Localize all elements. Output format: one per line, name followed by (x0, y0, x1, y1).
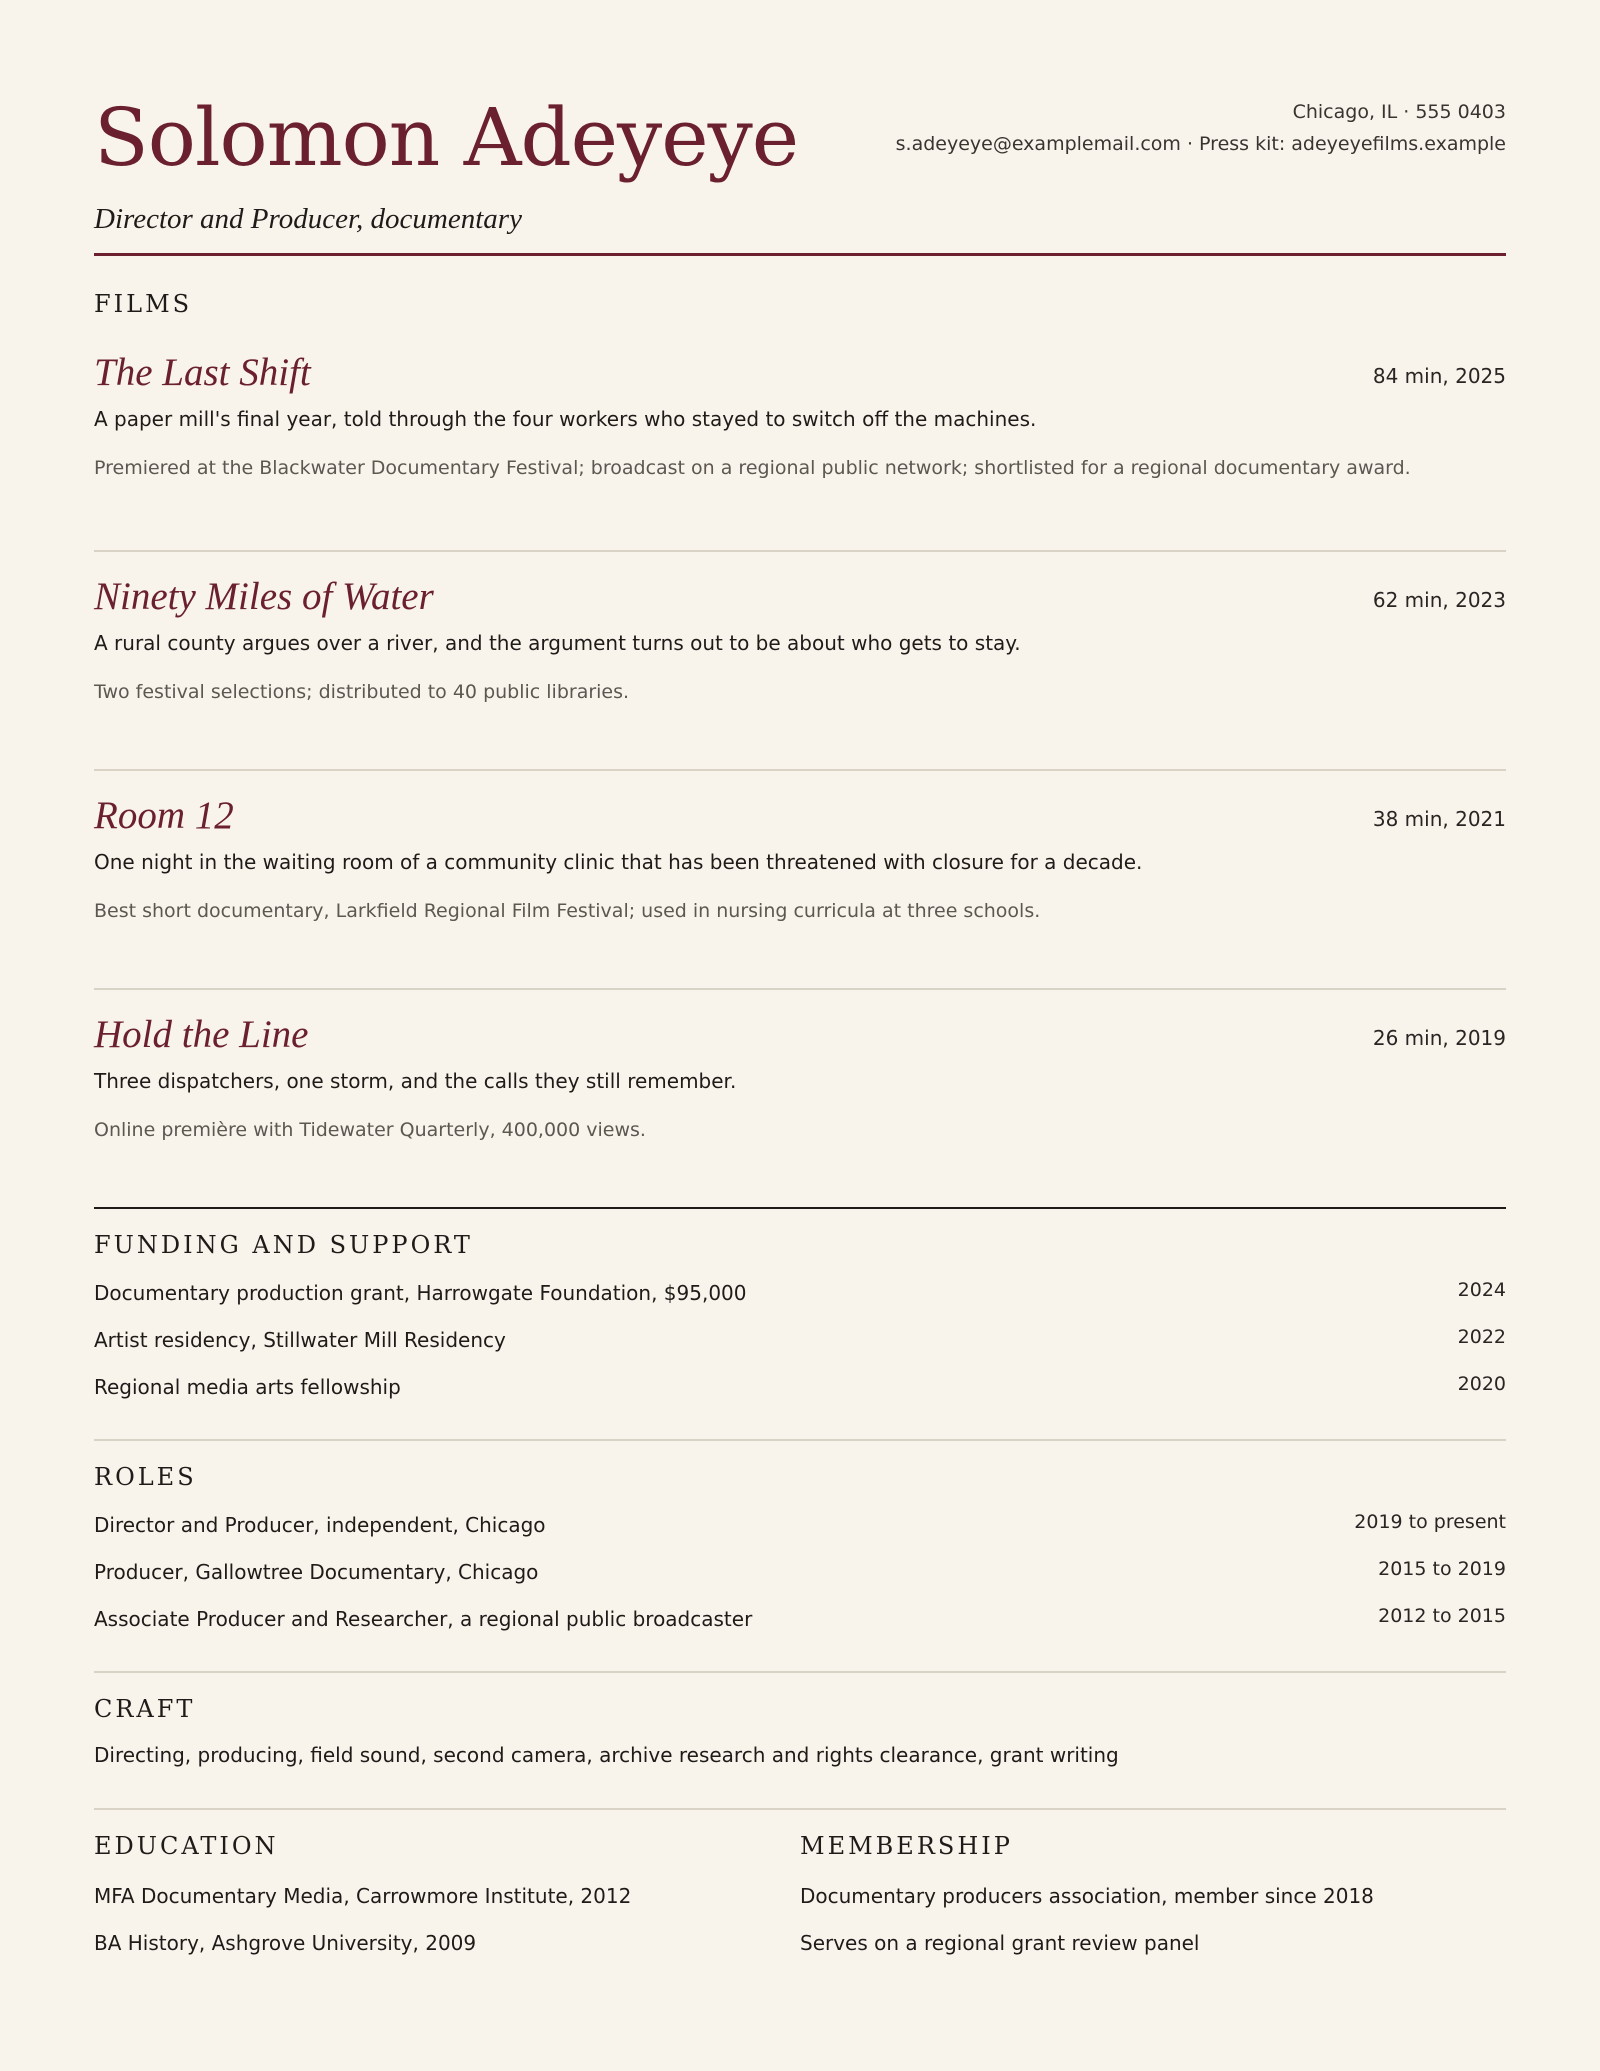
role-label: Producer, Gallowtree Documentary, Chicago (94, 1560, 539, 1584)
education-membership-row (94, 1810, 1506, 1968)
person-subtitle: Director and Producer, documentary (94, 203, 522, 235)
film-title: Ninety Miles of Water (94, 575, 434, 618)
film-note: Best short documentary, Larkfield Regional Film Festival; used in nursing curricula at three schools. (94, 900, 1041, 922)
role-label: Director and Producer, independent, Chicago (94, 1513, 546, 1537)
contact-email-presskit: s.adeyeye@examplemail.com · Press kit: adeyeyefilms.example (895, 133, 1506, 155)
film-meta: 84 min, 2025 (1372, 364, 1506, 388)
film-note: Two festival selections; distributed to 40 public libraries. (94, 681, 630, 703)
education-item: BA History, Ashgrove University, 2009 (94, 1931, 477, 1955)
contact-block (896, 96, 1506, 160)
funding-row (94, 1271, 1506, 1318)
film-title: The Last Shift (94, 351, 311, 394)
film-description: One night in the waiting room of a community clinic that has been threatened with closure for a decade. (94, 850, 1143, 874)
funding-year: 2024 (1457, 1279, 1506, 1301)
role-row (94, 1550, 1506, 1597)
craft-section (94, 1673, 1506, 1810)
resume-header (94, 0, 1506, 256)
film-meta: 38 min, 2021 (1372, 807, 1506, 831)
film-description: A rural county argues over a river, and the argument turns out to be about who gets to stay. (94, 631, 1021, 655)
film-entry (94, 552, 1506, 771)
role-years: 2012 to 2015 (1378, 1605, 1506, 1627)
membership-section (800, 1832, 1506, 1968)
films-section (94, 256, 1506, 1209)
funding-heading: FUNDING AND SUPPORT (94, 1231, 473, 1259)
funding-row (94, 1365, 1506, 1412)
funding-year: 2020 (1457, 1373, 1506, 1395)
film-note: Online première with Tidewater Quarterly, 400,000 views. (94, 1119, 646, 1141)
funding-row (94, 1318, 1506, 1365)
film-entry (94, 990, 1506, 1209)
funding-label: Documentary production grant, Harrowgate Foundation, $95,000 (94, 1281, 747, 1305)
roles-section (94, 1441, 1506, 1673)
roles-heading: ROLES (94, 1463, 197, 1491)
film-meta: 62 min, 2023 (1372, 588, 1506, 612)
role-row (94, 1597, 1506, 1644)
funding-year: 2022 (1457, 1326, 1506, 1348)
film-entry (94, 318, 1506, 552)
film-meta: 26 min, 2019 (1372, 1026, 1506, 1050)
role-years: 2015 to 2019 (1378, 1558, 1506, 1580)
funding-label: Artist residency, Stillwater Mill Residency (94, 1328, 506, 1352)
membership-heading: MEMBERSHIP (800, 1832, 1013, 1860)
role-label: Associate Producer and Researcher, a regional public broadcaster (94, 1607, 753, 1631)
film-description: A paper mill's final year, told through the four workers who stayed to switch off the machines. (94, 407, 1037, 431)
membership-item: Documentary producers association, member since 2018 (800, 1884, 1374, 1908)
funding-section (94, 1209, 1506, 1441)
education-section (94, 1832, 800, 1968)
craft-skills: Directing, producing, field sound, second camera, archive research and rights clearance, grant writing (94, 1743, 1119, 1767)
role-row (94, 1503, 1506, 1550)
film-note: Premiered at the Blackwater Documentary Festival; broadcast on a regional public network; shortlisted for a regional documentary award. (94, 457, 1411, 479)
contact-location-phone: Chicago, IL · 555 0403 (1292, 101, 1506, 123)
education-heading: EDUCATION (94, 1832, 279, 1860)
education-item: MFA Documentary Media, Carrowmore Institute, 2012 (94, 1884, 632, 1908)
person-name: Solomon Adeyeye (94, 91, 799, 184)
role-years: 2019 to present (1354, 1511, 1506, 1533)
film-title: Room 12 (94, 794, 234, 837)
film-title: Hold the Line (94, 1013, 309, 1056)
film-entry (94, 771, 1506, 990)
funding-label: Regional media arts fellowship (94, 1375, 401, 1399)
films-heading: FILMS (94, 290, 193, 318)
membership-item: Serves on a regional grant review panel (800, 1931, 1200, 1955)
film-description: Three dispatchers, one storm, and the calls they still remember. (94, 1069, 737, 1093)
craft-heading: CRAFT (94, 1695, 196, 1723)
